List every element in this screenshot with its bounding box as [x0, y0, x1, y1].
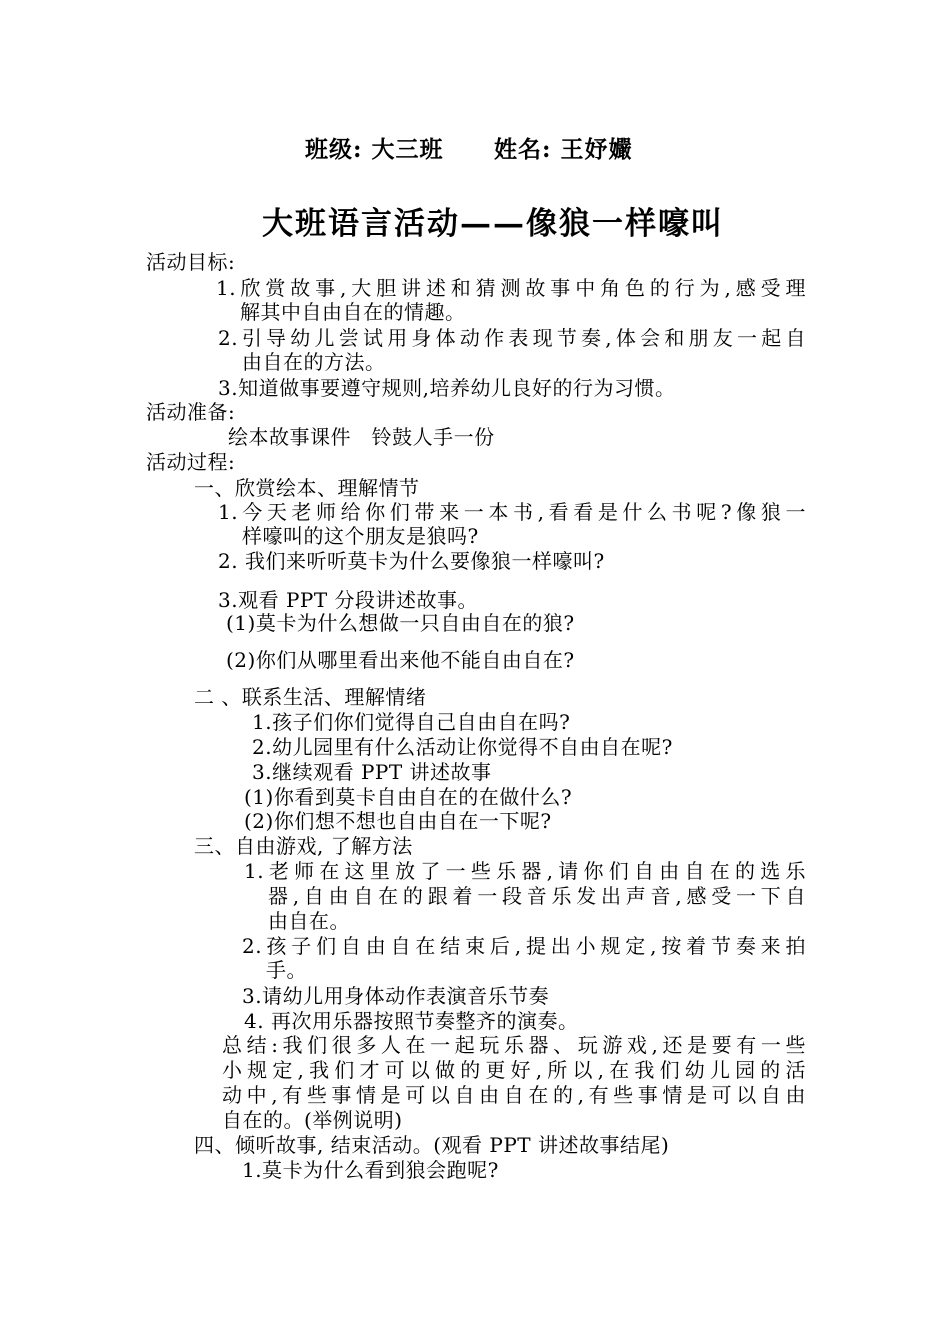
section-2-item-2: 2.幼儿园里有什么活动让你觉得不自由自在呢?: [252, 735, 673, 759]
section-3-item-1-line-1: 1.老师在这里放了一些乐器,请你们自由自在的选乐: [244, 859, 806, 883]
section-3-title: 三、自由游戏, 了解方法: [194, 834, 413, 858]
objective-2-line-1: 2.引导幼儿尝试用身体动作表现节奏,体会和朋友一起自: [218, 326, 806, 350]
section-4-item-1: 1.莫卡为什么看到狼会跑呢?: [242, 1158, 499, 1182]
section-1-question-1: (1)莫卡为什么想做一只自由自在的狼?: [226, 611, 575, 635]
document-title: 大班语言活动——像狼一样嚎叫: [262, 206, 724, 242]
section-3-item-2-line-2: 手。: [266, 958, 307, 982]
objective-1-line-2: 解其中自由自在的情趣。: [240, 300, 466, 324]
objective-3: 3.知道做事要遵守规则,培养幼儿良好的行为习惯。: [218, 376, 676, 400]
section-3-summary-line-3: 动中,有些事情是可以自由自在的,有些事情是可以自由: [222, 1083, 806, 1107]
section-1-item-3: 3.观看 PPT 分段讲述故事。: [218, 588, 479, 612]
process-heading: 活动过程:: [146, 450, 236, 474]
preparation-heading: 活动准备:: [146, 400, 236, 424]
section-2-item-1: 1.孩子们你们觉得自己自由自在吗?: [252, 710, 571, 734]
section-1-item-1-line-1: 1.今天老师给你们带来一本书,看看是什么书呢?像狼一: [218, 500, 806, 524]
section-2-item-3: 3.继续观看 PPT 讲述故事: [252, 760, 492, 784]
section-2-question-1: (1)你看到莫卡自由自在的在做什么?: [244, 785, 573, 809]
section-1-item-1-line-2: 样嚎叫的这个朋友是狼吗?: [242, 524, 479, 548]
section-2-title: 二 、联系生活、理解情绪: [194, 685, 427, 709]
section-3-item-2-line-1: 2.孩子们自由自在结束后,提出小规定,按着节奏来拍: [242, 934, 806, 958]
objective-1-line-1: 1.欣赏故事,大胆讲述和猜测故事中角色的行为,感受理: [216, 276, 806, 300]
section-3-summary-line-2: 小规定,我们才可以做的更好,所以,在我们幼儿园的活: [222, 1058, 806, 1082]
objective-2-line-2: 由自在的方法。: [242, 350, 386, 374]
section-1-item-2: 2. 我们来听听莫卡为什么要像狼一样嚎叫?: [218, 549, 605, 573]
section-1-title: 一、欣赏绘本、理解情节: [194, 476, 420, 500]
section-3-item-4: 4. 再次用乐器按照节奏整齐的演奏。: [244, 1009, 579, 1033]
section-3-item-1-line-2: 器,自由自在的跟着一段音乐发出声音,感受一下自: [268, 884, 806, 908]
section-3-item-1-line-3: 由自在。: [268, 909, 350, 933]
section-2-question-2: (2)你们想不想也自由自在一下呢?: [244, 809, 552, 833]
preparation-content: 绘本故事课件 铃鼓人手一份: [228, 425, 495, 449]
section-3-item-3: 3.请幼儿用身体动作表演音乐节奏: [242, 984, 550, 1008]
objectives-heading: 活动目标:: [146, 250, 236, 274]
student-name-label: 姓名: 王妤孍: [494, 136, 633, 163]
section-1-question-2: (2)你们从哪里看出来他不能自由自在?: [226, 648, 575, 672]
section-3-summary-line-4: 自在的。(举例说明): [222, 1108, 403, 1132]
section-3-summary-line-1: 总结:我们很多人在一起玩乐器、玩游戏,还是要有一些: [222, 1033, 806, 1057]
section-4-title: 四、倾听故事, 结束活动。(观看 PPT 讲述故事结尾): [194, 1133, 670, 1157]
class-label: 班级: 大三班: [305, 136, 444, 163]
